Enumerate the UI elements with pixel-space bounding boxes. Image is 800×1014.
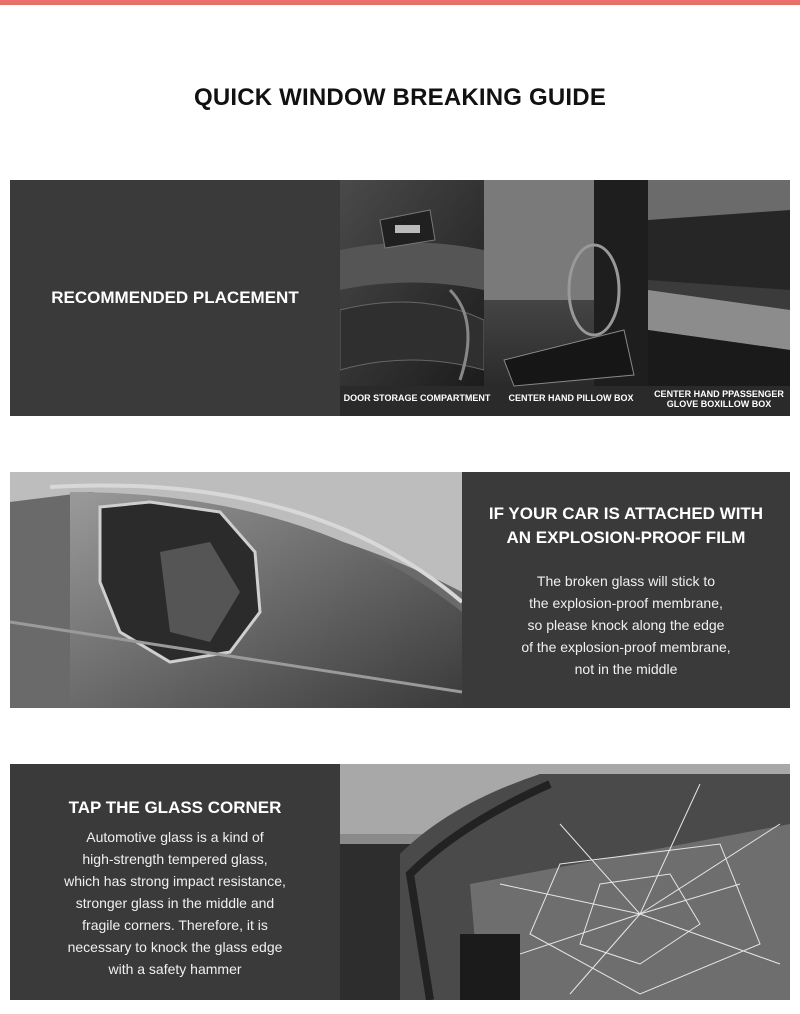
- top-accent-bar: [0, 0, 800, 5]
- corner-heading: TAP THE GLASS CORNER: [68, 798, 282, 817]
- corner-body-line: fragile corners. Therefore, it is: [82, 917, 268, 933]
- corner-section: [10, 764, 790, 1000]
- corner-body-line: high-strength tempered glass,: [82, 851, 268, 867]
- corner-body: [10, 826, 340, 980]
- film-heading: [462, 502, 790, 550]
- film-heading-line1: IF YOUR CAR IS ATTACHED WITH: [488, 504, 764, 523]
- corner-text-block: [10, 764, 340, 1000]
- corner-body-line: necessary to knock the glass edge: [67, 939, 283, 955]
- corner-body-line: Automotive glass is a kind of: [86, 829, 264, 845]
- corner-body-line: with a safety hammer: [108, 961, 242, 977]
- armrest-box-photo: [484, 180, 648, 416]
- placement-heading: RECOMMENDED PLACEMENT: [51, 288, 299, 307]
- corner-body-line: stronger glass in the middle and: [75, 895, 275, 911]
- page-title: QUICK WINDOW BREAKING GUIDE: [193, 84, 607, 111]
- caption-glove-box-2: GLOVE BOXILLOW BOX: [666, 399, 772, 409]
- film-body-line: the explosion-proof membrane,: [529, 595, 723, 611]
- corner-body-line: which has strong impact resistance,: [64, 873, 286, 889]
- film-body: [462, 570, 790, 680]
- film-body-line: The broken glass will stick to: [536, 573, 716, 589]
- caption-door-storage: DOOR STORAGE COMPARTMENT: [343, 393, 491, 403]
- door-storage-photo: [340, 180, 484, 416]
- glove-box-photo: [648, 180, 790, 416]
- caption-glove-box-1: CENTER HAND PPASSENGER: [654, 389, 784, 399]
- broken-side-window-photo: [10, 472, 462, 708]
- film-body-line: of the explosion-proof membrane,: [521, 639, 731, 655]
- film-text-block: [462, 472, 790, 708]
- placement-section: [10, 180, 790, 416]
- film-body-line: so please knock along the edge: [527, 617, 725, 633]
- shattered-window-photo: [340, 764, 790, 1000]
- film-body-line: not in the middle: [574, 661, 678, 677]
- film-heading-line2: AN EXPLOSION-PROOF FILM: [506, 528, 746, 547]
- caption-armrest-box: CENTER HAND PILLOW BOX: [508, 393, 634, 403]
- film-section: [10, 472, 790, 708]
